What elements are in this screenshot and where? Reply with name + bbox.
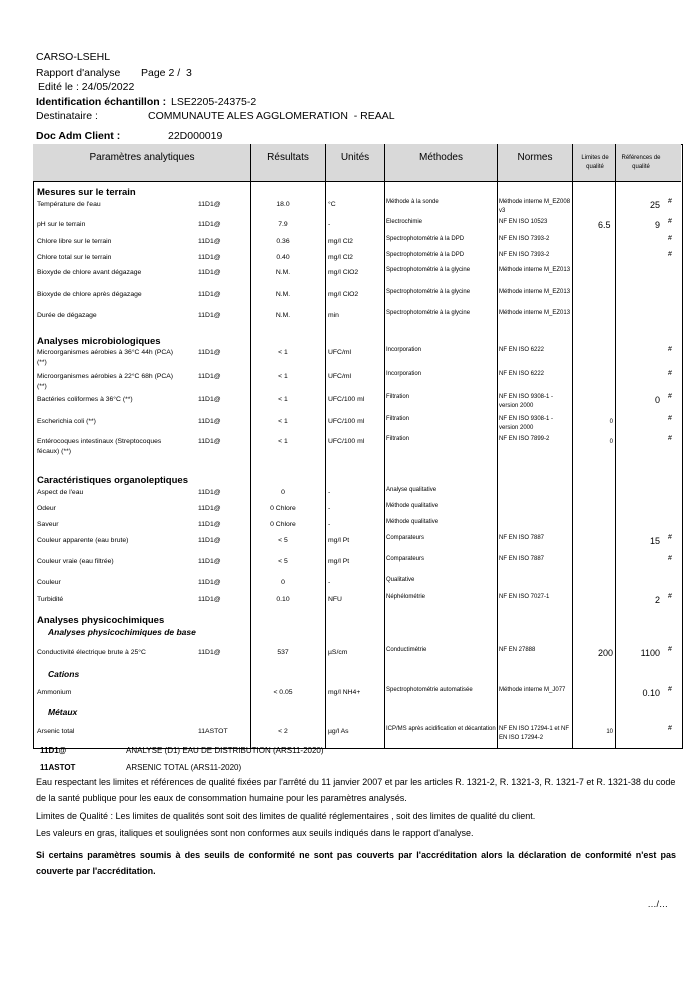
row-method: Incorporation <box>386 371 422 377</box>
lab-name: CARSO-LSEHL <box>36 51 111 63</box>
row-code: 11D1@ <box>198 269 221 276</box>
row-unit: - <box>328 221 331 228</box>
conformity-paragraph: Eau respectant les limites et références de qualité fixées par l'arrêté du 11 janvier 2007 et par les articles R. 1321-2, R. 1321-3, R. 1321-7 et R. 1321-38 du code de la santé publique pour les eaux de consommation humaine pour les paramètres analysés. <box>36 777 676 803</box>
row-result: < 1 <box>278 438 288 445</box>
col-header-results: Résultats <box>267 152 309 163</box>
row-unit: - <box>328 505 331 512</box>
row-ref: 9 <box>654 220 660 230</box>
row-unit: mg/l ClO2 <box>328 291 359 298</box>
row-code: 11D1@ <box>198 349 221 356</box>
row-norm: Méthode interne M_J077 <box>499 687 566 693</box>
col-divider <box>325 144 326 748</box>
row-accreditation-mark: # <box>668 534 672 541</box>
row-result: 537 <box>277 649 289 656</box>
row-accreditation-mark: # <box>668 370 672 377</box>
legend-code: 11D1@ <box>40 746 67 755</box>
row-code: 11D1@ <box>198 438 221 445</box>
row-code: 11ASTOT <box>198 728 228 735</box>
row-code: 11D1@ <box>198 418 221 425</box>
row-param-name: Bactéries coliformes à 36°C (**) <box>37 396 133 403</box>
col-divider <box>250 144 251 748</box>
row-norm: NF EN 27888 <box>499 647 536 653</box>
row-result: 0.40 <box>276 254 290 261</box>
row-norm: NF EN ISO 9308-1 - version 2000 <box>499 416 554 431</box>
edit-date: Edité le : 24/05/2022 <box>38 81 135 93</box>
row-method: Spectrophotométrie à la DPD <box>386 236 465 242</box>
row-param-name: Microorganismes aérobies à 36°C 44h (PCA) (**) <box>37 349 174 366</box>
row-param-name: Entérocoques intestinaux (Streptocoques fécaux) (**) <box>37 438 162 455</box>
row-result: 0 Chlore <box>270 505 296 512</box>
row-norm: NF EN ISO 6222 <box>499 347 545 353</box>
row-method: ICP/MS après acidification et décantation <box>386 726 496 732</box>
section-physchim: Analyses physicochimiques <box>37 615 165 626</box>
row-method: Spectrophotométrie à la glycine <box>386 267 471 273</box>
row-norm: Méthode interne M_EZ013 <box>499 289 571 295</box>
dest-value: COMMUNAUTE ALES AGGLOMERATION - REAAL <box>148 110 395 122</box>
row-limit: 0 <box>609 419 613 425</box>
row-result: 0.36 <box>276 238 290 245</box>
row-ref: 1100 <box>640 648 660 658</box>
accreditation-note: Si certains paramètres soumis à des seuils de conformité ne sont pas couverts par l'accréditation alors la déclaration de conformité n'est pas couverte par l'accréditation. <box>36 850 676 876</box>
row-code: 11D1@ <box>198 291 221 298</box>
subsection-metaux: Métaux <box>48 707 78 717</box>
row-param-name: pH sur le terrain <box>37 221 86 228</box>
row-code: 11D1@ <box>198 537 221 544</box>
row-code: 11D1@ <box>198 221 221 228</box>
row-code: 11D1@ <box>198 396 221 403</box>
row-result: 7.9 <box>278 221 288 228</box>
row-accreditation-mark: # <box>668 235 672 242</box>
row-unit: - <box>328 521 331 528</box>
subsection-physchim-base: Analyses physicochimiques de base <box>48 627 196 637</box>
row-norm: NF EN ISO 6222 <box>499 371 545 377</box>
row-accreditation-mark: # <box>668 251 672 258</box>
row-unit: mg/l Cl2 <box>328 254 353 261</box>
row-unit: mg/l Pt <box>328 537 350 544</box>
ident-value: LSE2205-24375-2 <box>171 96 257 108</box>
row-method: Electrochimie <box>386 219 423 225</box>
legend-code: 11ASTOT <box>40 763 76 772</box>
row-method: Analyse qualitative <box>386 487 437 493</box>
col-header-norms: Normes <box>517 152 553 163</box>
col-header-methods: Méthodes <box>419 152 463 163</box>
doc-label: Doc Adm Client : <box>36 130 121 142</box>
row-result: 18.0 <box>276 201 290 208</box>
row-method: Méthode qualitative <box>386 519 439 525</box>
section-micro: Analyses microbiologiques <box>37 336 161 347</box>
row-unit: µg/l As <box>328 728 349 735</box>
row-norm: NF EN ISO 7899-2 <box>499 436 550 442</box>
row-method: Méthode qualitative <box>386 503 439 509</box>
row-unit: °C <box>328 201 336 208</box>
section-terrain: Mesures sur le terrain <box>37 187 136 198</box>
row-result: < 1 <box>278 418 288 425</box>
row-unit: UFC/ml <box>328 349 352 356</box>
row-norm: Méthode interne M_EZ008 v3 <box>499 199 571 214</box>
row-method: Comparateurs <box>386 535 425 541</box>
continued-mark: …/… <box>647 899 668 909</box>
row-accreditation-mark: # <box>668 686 672 693</box>
row-method: Filtration <box>386 394 410 400</box>
doc-value: 22D000019 <box>168 130 223 142</box>
row-ref: 2 <box>654 595 660 605</box>
row-norm: NF EN ISO 7027-1 <box>499 594 550 600</box>
row-accreditation-mark: # <box>668 218 672 225</box>
report-label: Rapport d'analyse <box>36 67 121 79</box>
row-unit: mg/l ClO2 <box>328 269 359 276</box>
row-accreditation-mark: # <box>668 646 672 653</box>
row-norm: NF EN ISO 7393-2 <box>499 252 550 258</box>
row-code: 11D1@ <box>198 489 221 496</box>
row-accreditation-mark: # <box>668 725 672 732</box>
row-code: 11D1@ <box>198 254 221 261</box>
row-norm: NF EN ISO 9308-1 - version 2000 <box>499 394 554 409</box>
row-method: Qualitative <box>386 577 415 583</box>
row-param-name: Escherichia coli (**) <box>37 418 96 425</box>
row-accreditation-mark: # <box>668 435 672 442</box>
row-result: N.M. <box>275 269 291 276</box>
row-param-name: Odeur <box>37 505 56 512</box>
row-param-name: Microorganismes aérobies à 22°C 68h (PCA) (**) <box>37 373 174 390</box>
row-param-name: Couleur vraie (eau filtrée) <box>37 558 114 565</box>
row-code: 11D1@ <box>198 521 221 528</box>
row-ref-min: 200 <box>598 648 614 658</box>
row-param-name: Saveur <box>37 521 59 528</box>
row-unit: - <box>328 489 331 496</box>
row-code: 11D1@ <box>198 579 221 586</box>
row-result: 0 <box>281 489 285 496</box>
row-result: < 1 <box>278 349 288 356</box>
row-code: 11D1@ <box>198 558 221 565</box>
row-param-name: Conductivité électrique brute à 25°C <box>37 649 146 656</box>
row-result: < 0.05 <box>273 689 293 696</box>
col-header-param: Paramètres analytiques <box>89 152 195 163</box>
row-param-name: Ammonium <box>37 689 72 696</box>
row-param-name: Bioxyde de chlore avant dégazage <box>37 269 142 276</box>
row-result: < 5 <box>278 558 288 565</box>
row-norm: NF EN ISO 7887 <box>499 556 545 562</box>
row-ref: 0.10 <box>642 688 660 698</box>
page-number: Page 2 / 3 <box>141 67 192 79</box>
col-divider <box>572 144 573 748</box>
row-accreditation-mark: # <box>668 415 672 422</box>
row-unit: mg/l Cl2 <box>328 238 353 245</box>
row-method: Filtration <box>386 416 410 422</box>
row-accreditation-mark: # <box>668 346 672 353</box>
row-code: 11D1@ <box>198 312 221 319</box>
row-result: 0 <box>281 579 285 586</box>
legend-label: ARSENIC TOTAL (ARS11-2020) <box>126 763 242 772</box>
row-method: Néphélométrie <box>386 594 426 600</box>
row-ref: 0 <box>654 395 660 405</box>
row-ref: 15 <box>649 536 660 546</box>
row-code: 11D1@ <box>198 238 221 245</box>
legend-label: ANALYSE (D1) EAU DE DISTRIBUTION (ARS11-2020) <box>126 746 324 755</box>
row-method: Méthode à la sonde <box>386 199 439 205</box>
row-accreditation-mark: # <box>668 593 672 600</box>
row-code: 11D1@ <box>198 201 221 208</box>
row-norm: NF EN ISO 10523 <box>499 219 548 225</box>
row-norm: NF EN ISO 17294-1 et NF EN ISO 17294-2 <box>499 726 570 741</box>
row-method: Spectrophotométrie à la DPD <box>386 252 465 258</box>
nonconformity-note: Les valeurs en gras, italiques et soulignées sont non conformes aux seuils indiqués dans le rapport d'analyse. <box>36 828 474 838</box>
row-result: < 2 <box>278 728 288 735</box>
dest-label: Destinataire : <box>36 110 98 122</box>
row-param-name: Aspect de l'eau <box>37 489 84 496</box>
row-param-name: Couleur apparente (eau brute) <box>37 537 129 544</box>
row-accreditation-mark: # <box>668 198 672 205</box>
row-method: Comparateurs <box>386 556 425 562</box>
row-norm: Méthode interne M_EZ013 <box>499 310 571 316</box>
col-header-limits: Limites de qualité <box>581 155 609 170</box>
row-code: 11D1@ <box>198 596 221 603</box>
subsection-cations: Cations <box>48 669 80 679</box>
row-method: Spectrophotométrie à la glycine <box>386 289 471 295</box>
row-param-name: Chlore total sur le terrain <box>37 254 112 261</box>
row-param-name: Température de l'eau <box>37 201 101 208</box>
row-norm: Méthode interne M_EZ013 <box>499 267 571 273</box>
row-unit: min <box>328 312 339 319</box>
row-result: < 1 <box>278 396 288 403</box>
row-norm: NF EN ISO 7887 <box>499 535 545 541</box>
row-method: Spectrophotométrie à la glycine <box>386 310 471 316</box>
row-unit: UFC/100 ml <box>328 418 365 425</box>
ident-label: Identification échantillon : <box>36 96 167 108</box>
row-method: Conductimétrie <box>386 647 427 653</box>
row-param-name: Bioxyde de chlore après dégazage <box>37 291 142 298</box>
row-result: 0 Chlore <box>270 521 296 528</box>
row-result: N.M. <box>275 312 291 319</box>
section-organo: Caractéristiques organoleptiques <box>37 475 188 486</box>
row-method: Spectrophotométrie automatisée <box>386 687 473 693</box>
row-unit: µS/cm <box>328 649 348 656</box>
row-unit: NFU <box>328 596 342 603</box>
row-param-name: Turbidité <box>37 596 64 603</box>
row-param-name: Chlore libre sur le terrain <box>37 238 112 245</box>
row-unit: UFC/100 ml <box>328 438 365 445</box>
row-unit: - <box>328 579 331 586</box>
row-method: Filtration <box>386 436 410 442</box>
row-code: 11D1@ <box>198 649 221 656</box>
row-code: 11D1@ <box>198 505 221 512</box>
row-param-name: Couleur <box>37 579 61 586</box>
row-norm: NF EN ISO 7393-2 <box>499 236 550 242</box>
row-accreditation-mark: # <box>668 393 672 400</box>
row-ref: 25 <box>649 200 660 210</box>
row-param-name: Arsenic total <box>37 728 75 735</box>
row-accreditation-mark: # <box>668 555 672 562</box>
row-code: 11D1@ <box>198 373 221 380</box>
row-unit: mg/l Pt <box>328 558 350 565</box>
row-result: 0.10 <box>276 596 290 603</box>
row-method: Incorporation <box>386 347 422 353</box>
col-header-units: Unités <box>340 152 370 163</box>
row-ref-min: 6.5 <box>598 220 611 230</box>
row-result: < 5 <box>278 537 288 544</box>
row-unit: mg/l NH4+ <box>328 689 361 696</box>
row-result: N.M. <box>275 291 291 298</box>
row-limit: 10 <box>606 729 613 735</box>
row-result: < 1 <box>278 373 288 380</box>
col-divider <box>384 144 385 748</box>
quality-limits-note: Limites de Qualité : Les limites de qualités sont soit des limites de qualité réglementaires , soit des limites de qualité du client. <box>36 811 536 821</box>
row-param-name: Durée de dégazage <box>37 312 97 319</box>
row-unit: UFC/ml <box>328 373 352 380</box>
row-limit: 0 <box>609 439 613 445</box>
row-unit: UFC/100 ml <box>328 396 365 403</box>
col-header-refs: Références de qualité <box>621 155 661 170</box>
